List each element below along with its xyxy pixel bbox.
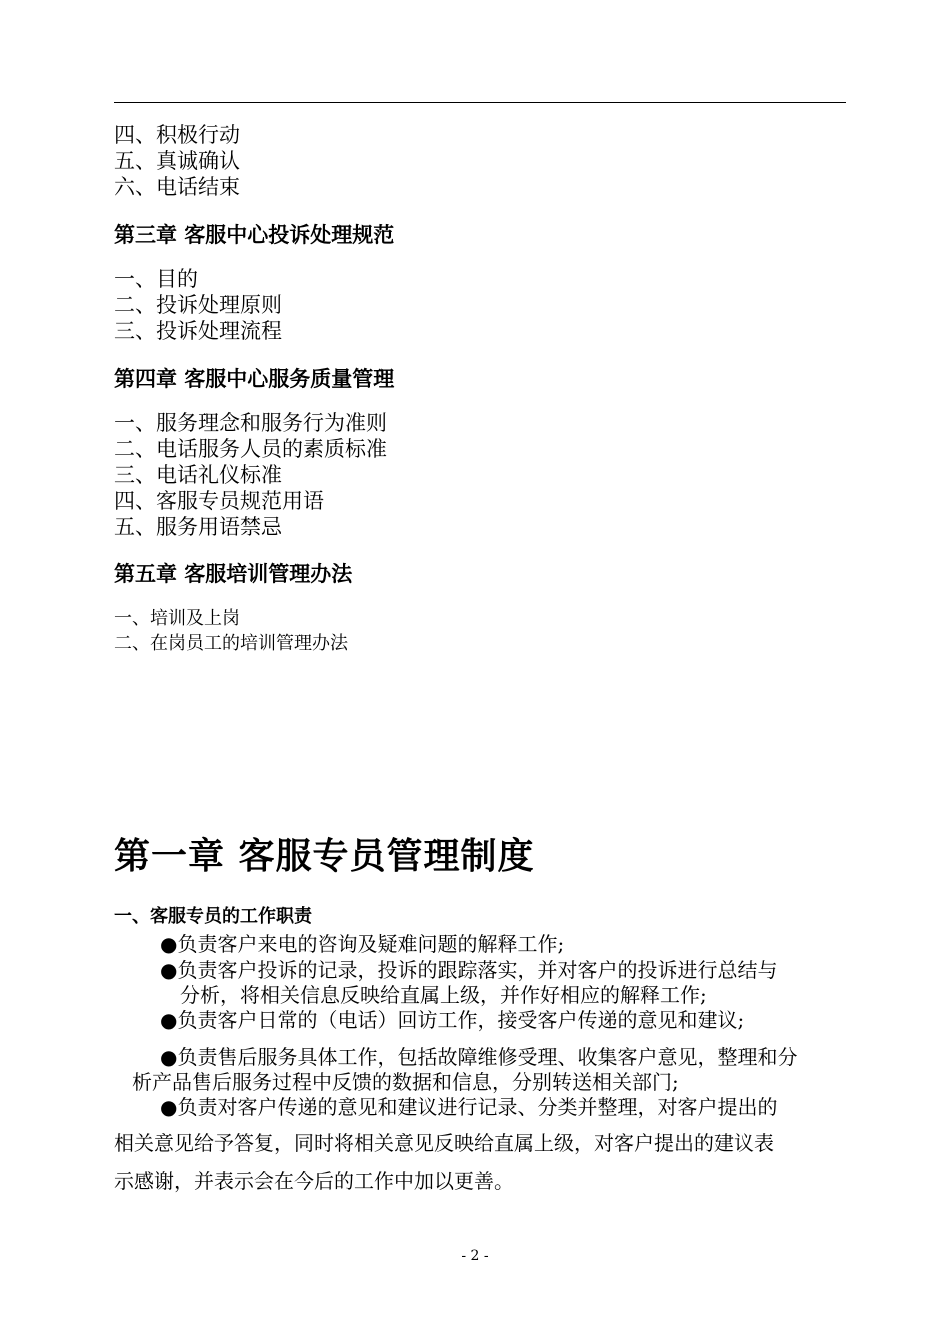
bullet-icon: ● <box>160 1045 178 1069</box>
paragraph-line: 相关意见给予答复，同时将相关意见反映给直属上级，对客户提出的建议表 <box>114 1131 774 1155</box>
bullet-icon: ● <box>160 958 178 982</box>
bullet-item <box>160 1004 896 1033</box>
toc-chapter-title: 第三章 客服中心投诉处理规范 <box>114 222 395 247</box>
toc-item: 一、培训及上岗 <box>114 608 240 629</box>
toc-item: 四、积极行动 <box>114 123 240 147</box>
toc-item: 三、电话礼仪标准 <box>114 463 282 487</box>
toc-chapter-title: 第四章 客服中心服务质量管理 <box>114 366 395 391</box>
section-heading: 一、客服专员的工作职责 <box>114 906 312 927</box>
toc-item: 五、真诚确认 <box>114 149 240 173</box>
bullet-icon: ● <box>160 1008 178 1032</box>
bullet-item <box>160 1091 896 1120</box>
paragraph-line: 示感谢，并表示会在今后的工作中加以更善。 <box>114 1169 514 1193</box>
toc-item: 二、投诉处理原则 <box>114 293 282 317</box>
toc-item: 二、在岗员工的培训管理办法 <box>114 633 348 654</box>
bullet-continuation: 分析，将相关信息反映给直属上级，并作好相应的解释工作; <box>180 983 707 1007</box>
bullet-text: 负责客户日常的（电话）回访工作，接受客户传递的意见和建议; <box>177 1008 745 1032</box>
chapter-heading: 第一章 客服专员管理制度 <box>114 835 535 877</box>
toc-item: 一、服务理念和服务行为准则 <box>114 411 387 435</box>
header-rule <box>114 102 846 103</box>
toc-item: 二、电话服务人员的素质标准 <box>114 437 387 461</box>
bullet-text: 负责客户来电的咨询及疑难问题的解释工作; <box>177 932 565 956</box>
toc-item: 四、客服专员规范用语 <box>114 489 324 513</box>
toc-chapter-title: 第五章 客服培训管理办法 <box>114 561 353 586</box>
bullet-text: 负责客户投诉的记录，投诉的跟踪落实，并对客户的投诉进行总结与 <box>177 958 778 982</box>
bullet-continuation: 析产品售后服务过程中反馈的数据和信息，分别转送相关部门; <box>132 1070 679 1094</box>
toc-item: 六、电话结束 <box>114 175 240 199</box>
bullet-item <box>160 928 896 957</box>
bullet-text: 负责对客户传递的意见和建议进行记录、分类并整理，对客户提出的 <box>177 1095 778 1119</box>
bullet-icon: ● <box>160 1095 178 1119</box>
bullet-text: 负责售后服务具体工作，包括故障维修受理、收集客户意见，整理和分 <box>177 1045 798 1069</box>
page-number: - 2 - <box>461 1248 489 1264</box>
toc-item: 三、投诉处理流程 <box>114 319 282 343</box>
toc-item: 五、服务用语禁忌 <box>114 515 282 539</box>
toc-item: 一、目的 <box>114 267 198 291</box>
bullet-icon: ● <box>160 932 178 956</box>
